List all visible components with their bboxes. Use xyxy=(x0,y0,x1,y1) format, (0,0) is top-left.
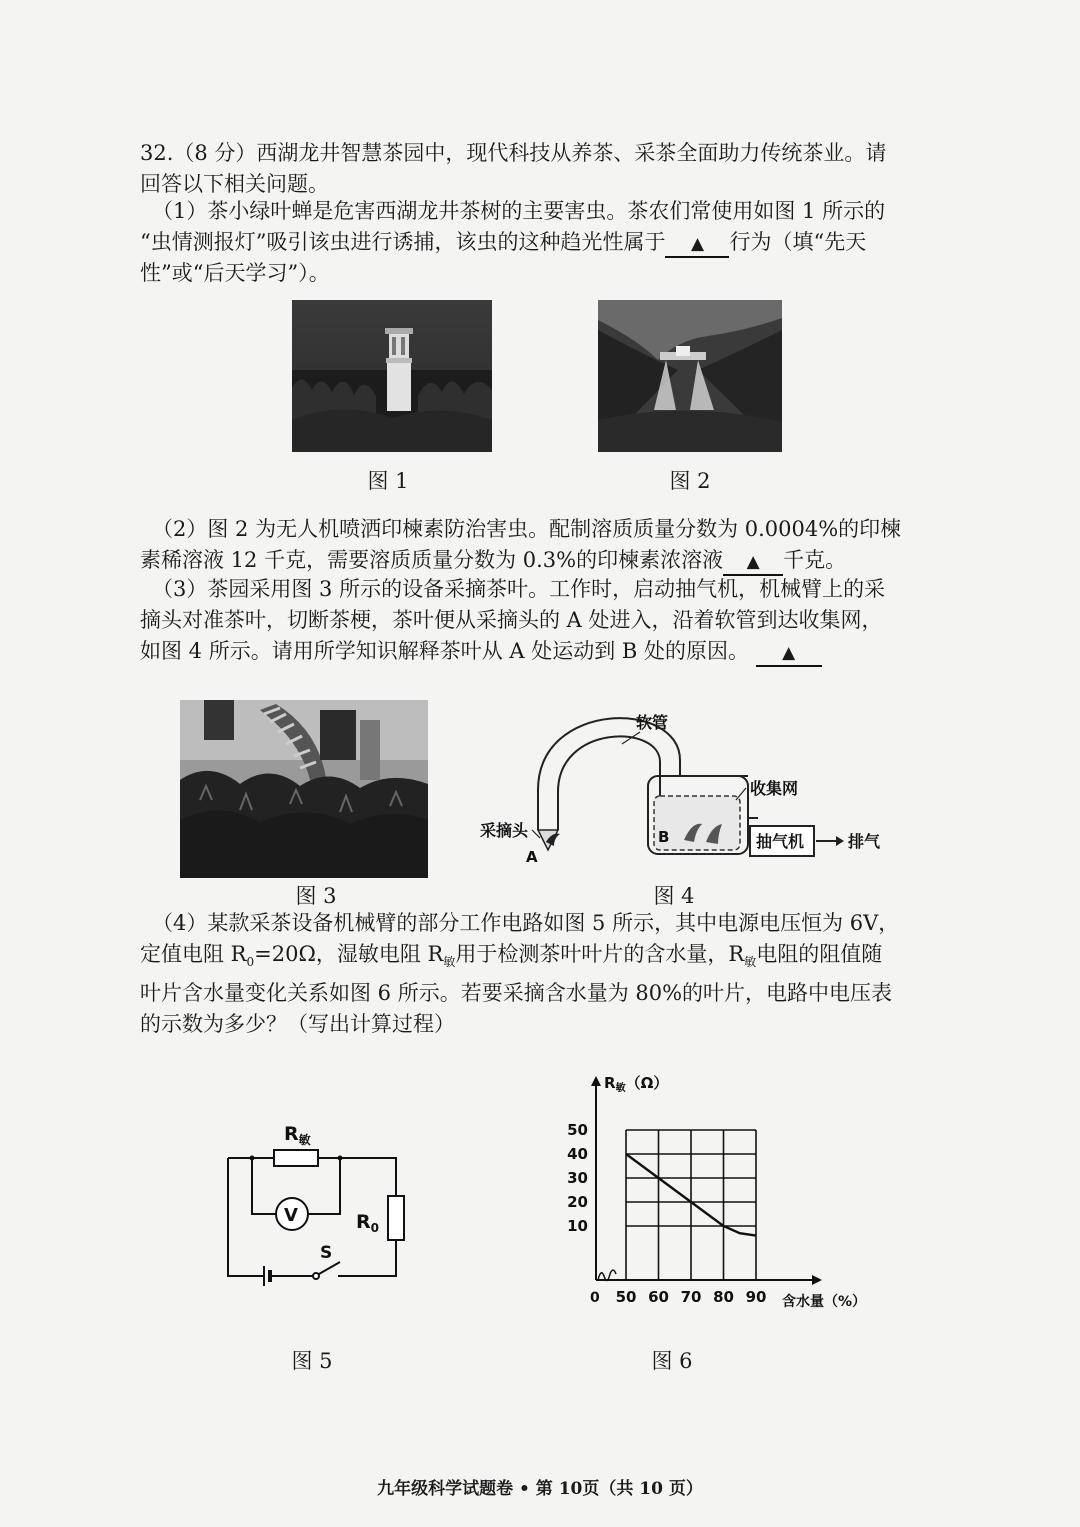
part-4-line: （4）某款采茶设备机械臂的部分工作电路如图 5 所示，其中电源电压恒为 6V， xyxy=(152,911,900,935)
figure-1-caption: 图 1 xyxy=(367,469,409,493)
label-r0: $R_0$ xyxy=(356,1211,379,1235)
label-pump: 抽气机 xyxy=(756,832,805,851)
y-tick-label: 50 xyxy=(567,1121,588,1139)
part-4-text: =20Ω，湿敏电阻 R xyxy=(254,942,444,966)
figure-5-circuit xyxy=(210,1110,430,1290)
part-2-text: 素稀溶液 12 千克，需要溶质质量分数为 0.3%的印楝素浓溶液 xyxy=(140,548,724,572)
label-head: 采摘头 xyxy=(480,821,529,840)
part-3-text: 如图 4 所示。请用所学知识解释茶叶从 A 处运动到 B 处的原因。 xyxy=(140,639,750,663)
x-tick-label: 90 xyxy=(745,1288,767,1306)
label-r-min: $R_敏$ xyxy=(284,1123,311,1147)
label-exhaust: 排气 xyxy=(848,832,881,851)
part-2-line xyxy=(140,545,930,576)
y-tick-label: 40 xyxy=(567,1145,588,1163)
part-4-text: 电阻的阻值随 xyxy=(756,942,883,966)
part-1-text: “虫情测报灯”吸引该虫进行诱捕，该虫的这种趋光性属于 xyxy=(140,230,666,254)
part-1 xyxy=(140,196,930,289)
switch-contact xyxy=(313,1273,319,1279)
part-4-line: 叶片含水量变化关系如图 6 所示。若要采摘含水量为 80%的叶片，电路中电压表 xyxy=(140,981,893,1006)
figure-2-photo xyxy=(598,300,782,452)
part-3-line: （3）茶园采用图 3 所示的设备采摘茶叶。工作时，启动抽气机，机械臂上的采 xyxy=(152,577,886,601)
part-4-text: 用于检测茶叶叶片的含水量，R xyxy=(455,942,745,966)
x-axis-arrow xyxy=(812,1275,822,1285)
part-1-line: 性”或“后天学习”）。 xyxy=(140,261,330,285)
figure-1-photo xyxy=(292,300,492,452)
subscript: 敏 xyxy=(443,955,456,970)
answer-blank[interactable] xyxy=(723,548,783,576)
x-tick-label: 70 xyxy=(680,1288,702,1306)
part-4 xyxy=(140,908,930,1040)
resistor-r-min xyxy=(274,1150,318,1166)
figure-4-caption: 图 4 xyxy=(653,884,695,908)
blank-marker: ▲ xyxy=(782,643,796,663)
blank-marker: ▲ xyxy=(746,552,760,572)
part-1-line: （1）茶小绿叶蝉是危害西湖龙井茶树的主要害虫。茶农们常使用如图 1 所示的 xyxy=(152,199,886,223)
resistor-r0 xyxy=(388,1196,404,1240)
y-tick-label: 30 xyxy=(567,1169,588,1187)
page-footer: 九年级科学试题卷 • 第 10页（共 10 页） xyxy=(377,1479,703,1499)
hose-outline xyxy=(558,736,660,830)
part-4-line xyxy=(140,939,930,978)
switch-lever xyxy=(319,1262,340,1274)
label-hose: 软管 xyxy=(636,713,669,732)
label-switch: S xyxy=(320,1243,333,1263)
x-tick-label: 50 xyxy=(615,1288,637,1306)
label-net: 收集网 xyxy=(750,779,799,798)
part-2-line: （2）图 2 为无人机喷洒印楝素防治害虫。配制溶质质量分数为 0.0004%的印楝 xyxy=(152,517,902,541)
x-axis-break xyxy=(598,1270,616,1281)
label-a: A xyxy=(526,848,538,866)
part-1-text: 行为（填“先天 xyxy=(729,230,867,254)
answer-blank[interactable] xyxy=(756,639,822,667)
part-3-line xyxy=(140,636,930,667)
origin-label: 0 xyxy=(590,1290,600,1306)
subscript: 敏 xyxy=(744,955,757,970)
y-tick-label: 20 xyxy=(567,1193,588,1211)
figure-3-photo xyxy=(180,700,428,878)
x-tick-label: 60 xyxy=(648,1288,669,1306)
part-3 xyxy=(140,574,930,667)
question-32-header xyxy=(140,138,930,200)
answer-blank[interactable] xyxy=(665,230,729,258)
y-tick-label: 10 xyxy=(567,1217,588,1235)
figure-6-chart xyxy=(560,1066,900,1316)
question-header-line: 32.（8 分）西湖龙井智慧茶园中，现代科技从养茶、采茶全面助力传统茶业。请 xyxy=(140,141,887,165)
voltmeter-label: V xyxy=(284,1205,298,1226)
part-4-text: 定值电阻 R xyxy=(140,942,247,966)
part-3-line: 摘头对准茶叶，切断茶梗，茶叶便从采摘头的 A 处进入，沿着软管到达收集网， xyxy=(140,608,883,632)
part-1-line xyxy=(140,227,930,258)
figure-5-caption: 图 5 xyxy=(291,1349,333,1373)
part-2 xyxy=(140,514,930,576)
x-tick-label: 80 xyxy=(713,1288,734,1306)
part-2-text: 千克。 xyxy=(783,548,847,572)
figure-6-caption: 图 6 xyxy=(651,1349,693,1373)
part-4-line: 的示数为多少？（写出计算过程） xyxy=(140,1012,455,1037)
question-header-line: 回答以下相关问题。 xyxy=(140,172,329,196)
y-axis-label: $R_敏(\Omega)$ xyxy=(604,1074,669,1094)
figure-3-caption: 图 3 xyxy=(295,884,337,908)
y-axis-arrow xyxy=(591,1076,601,1086)
figure-4-diagram xyxy=(470,700,890,880)
figure-2-caption: 图 2 xyxy=(669,469,711,493)
label-b: B xyxy=(658,828,670,846)
x-axis-label: 含水量（%） xyxy=(782,1294,867,1310)
blank-marker: ▲ xyxy=(690,234,705,254)
subscript: 0 xyxy=(246,955,255,970)
